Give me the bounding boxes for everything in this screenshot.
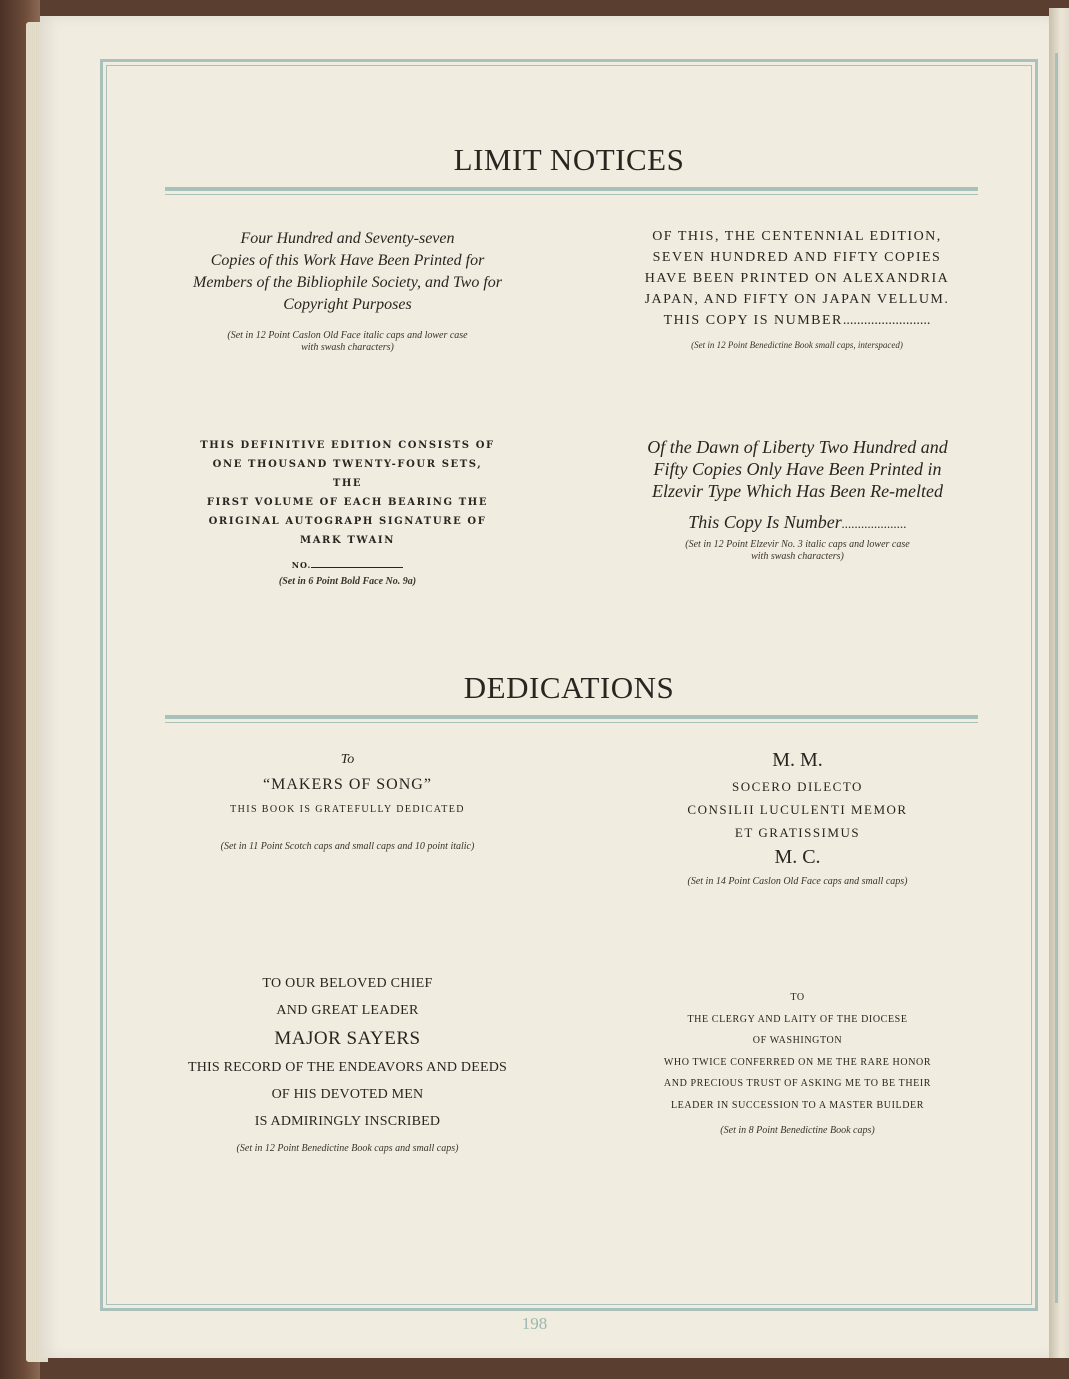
typeset-note: with swash characters) bbox=[751, 551, 844, 562]
notice-line: OF THIS, THE CENTENNIAL EDITION, bbox=[652, 229, 942, 244]
dedication-line: TO OUR BELOVED CHIEF bbox=[262, 976, 433, 991]
dedication-title: “MAKERS OF SONG” bbox=[263, 776, 432, 793]
notice-line: Members of the Bibliophile Society, and Two for bbox=[193, 274, 502, 291]
limit-notice-4 bbox=[615, 436, 980, 563]
dedication-line: ET GRATISSIMUS bbox=[734, 825, 861, 840]
dedication-3 bbox=[150, 970, 545, 1155]
dedications-rule bbox=[165, 715, 978, 724]
typeset-note: (Set in 6 Point Bold Face No. 9a) bbox=[278, 576, 417, 587]
notice-line: Copyright Purposes bbox=[283, 296, 412, 313]
typeset-note: (Set in 12 Point Caslon Old Face italic caps and lower case bbox=[227, 330, 468, 341]
notice-line: Of the Dawn of Liberty Two Hundred and bbox=[647, 437, 948, 457]
dedication-line: WHO TWICE CONFERRED ON ME THE RARE HONOR bbox=[663, 1056, 932, 1068]
copy-number-label: This Copy Is Number bbox=[688, 512, 842, 532]
notice-line: SEVEN HUNDRED AND FIFTY COPIES bbox=[652, 250, 942, 265]
notice-line: ORIGINAL AUTOGRAPH SIGNATURE OF bbox=[208, 516, 487, 527]
dedication-line: THIS RECORD OF THE ENDEAVORS AND DEEDS bbox=[188, 1060, 507, 1075]
page-number: 198 bbox=[521, 1314, 548, 1333]
dedication-line: THE CLERGY AND LAITY OF THE DIOCESE bbox=[687, 1013, 908, 1025]
dedication-line: OF HIS DEVOTED MEN bbox=[271, 1087, 424, 1102]
dedication-line: CONSILII LUCULENTI MEMOR bbox=[687, 802, 908, 817]
notice-line: MARK TWAIN bbox=[300, 535, 395, 546]
limit-notice-1 bbox=[150, 228, 545, 354]
number-line bbox=[200, 560, 495, 570]
copy-number-line bbox=[615, 511, 980, 535]
dedication-line: IS ADMIRINGLY INSCRIBED bbox=[254, 1114, 441, 1129]
notice-line: FIRST VOLUME OF EACH BEARING THE bbox=[206, 497, 489, 508]
limit-notices-rule bbox=[165, 187, 978, 196]
notice-line: ONE THOUSAND TWENTY-FOUR SETS, THE bbox=[212, 459, 483, 489]
copy-number-label: THIS COPY IS NUMBER bbox=[663, 313, 843, 328]
typeset-note: with swash characters) bbox=[301, 342, 394, 353]
dedication-line: AND PRECIOUS TRUST OF ASKING ME TO BE THEIR bbox=[663, 1078, 932, 1089]
facing-page-edge bbox=[1049, 8, 1069, 1358]
notice-line: Fifty Copies Only Have Been Printed in bbox=[653, 459, 942, 479]
notice-line: THIS DEFINITIVE EDITION CONSISTS OF bbox=[200, 440, 495, 451]
typeset-note: (Set in 12 Point Elzevir No. 3 italic caps and lower case bbox=[685, 539, 910, 550]
typeset-note: (Set in 14 Point Caslon Old Face caps and small caps) bbox=[687, 876, 908, 887]
typeset-note: (Set in 12 Point Benedictine Book caps and small caps) bbox=[236, 1143, 459, 1154]
dedication-line: THIS BOOK IS GRATEFULLY DEDICATED bbox=[230, 804, 465, 815]
dedication-initials-top: M. M. bbox=[772, 749, 823, 771]
dedication-line: AND GREAT LEADER bbox=[276, 1003, 419, 1018]
dedication-line: LEADER IN SUCCESSION TO A MASTER BUILDER bbox=[670, 1099, 925, 1111]
copy-number-line bbox=[612, 310, 982, 331]
dedications-title: DEDICATIONS bbox=[463, 670, 675, 705]
notice-line: Elzevir Type Which Has Been Re-melted bbox=[651, 481, 944, 501]
limit-notice-2 bbox=[612, 226, 982, 351]
typeset-note: (Set in 12 Point Benedictine Book small caps, interspaced) bbox=[691, 340, 903, 350]
number-blank bbox=[311, 567, 403, 568]
typeset-note: (Set in 8 Point Benedictine Book caps) bbox=[720, 1125, 875, 1136]
typeset-note: (Set in 11 Point Scotch caps and small caps and 10 point italic) bbox=[220, 841, 475, 852]
dedication-line: TO bbox=[790, 992, 805, 1003]
dedication-initials-bottom: M. C. bbox=[774, 846, 821, 868]
dedication-name: MAJOR SAYERS bbox=[274, 1028, 421, 1049]
limit-notices-title: LIMIT NOTICES bbox=[453, 142, 685, 177]
notice-line: HAVE BEEN PRINTED ON ALEXANDRIA bbox=[644, 271, 950, 286]
number-dotted-leader: ......................... bbox=[842, 313, 931, 328]
number-label: NO. bbox=[291, 560, 312, 570]
dedication-4 bbox=[610, 987, 985, 1137]
notice-line: Copies of this Work Have Been Printed for bbox=[210, 252, 485, 269]
notice-line: Four Hundred and Seventy-seven bbox=[240, 230, 455, 247]
dedication-line: OF WASHINGTON bbox=[752, 1035, 843, 1046]
dedication-line: SOCERO DILECTO bbox=[732, 779, 863, 794]
dedication-to: To bbox=[340, 752, 355, 767]
notice-line: JAPAN, AND FIFTY ON JAPAN VELLUM. bbox=[644, 292, 950, 307]
dedication-1 bbox=[160, 750, 535, 853]
dedication-2 bbox=[610, 747, 985, 888]
limit-notice-3 bbox=[200, 436, 495, 588]
number-dotted-leader: .................... bbox=[841, 516, 907, 531]
